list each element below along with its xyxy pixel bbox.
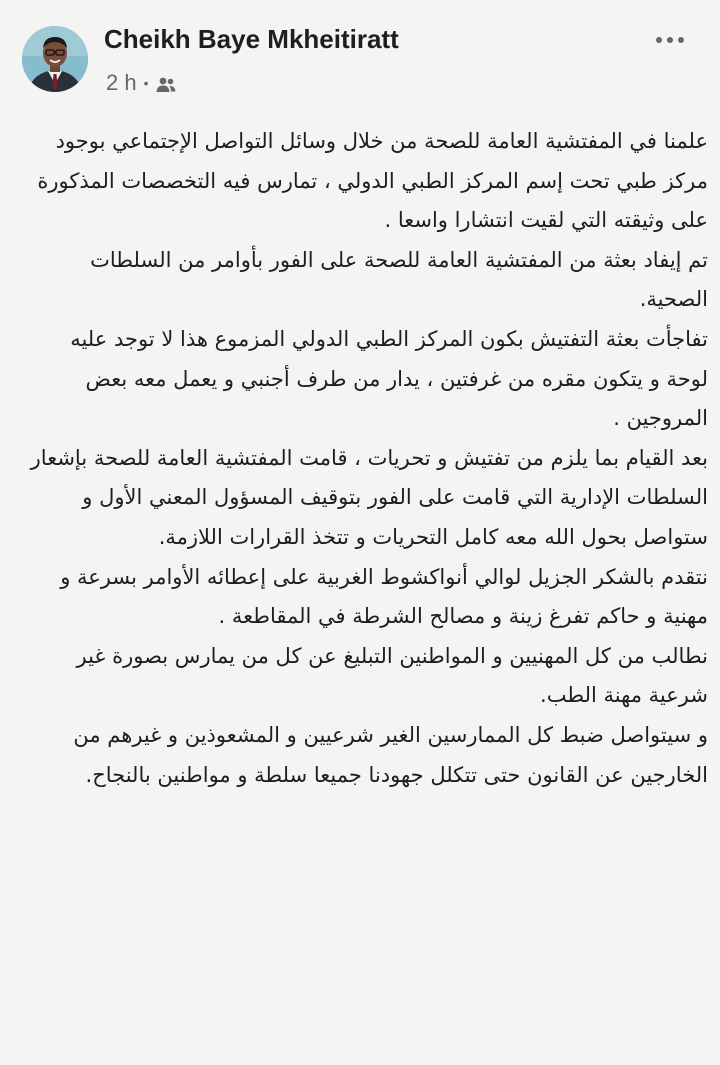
friends-icon[interactable] xyxy=(155,74,177,92)
post-paragraph: تم إيفاد بعثة من المفتشية العامة للصحة على الفور بأوامر من السلطات الصحية. xyxy=(90,247,708,312)
post-paragraph: بعد القيام بما يلزم من تفتيش و تحريات ، قامت المفتشية العامة للصحة بإشعار السلطات الإدارية التي قامت على الفور بتوقيف المسؤول المعني الأول و ستواصل بحول الله معه كامل التحريات و تتخذ القرارات اللازمة. xyxy=(30,445,708,549)
meta-separator: • xyxy=(143,75,149,91)
post-header xyxy=(22,22,698,102)
post-timestamp[interactable]: 2 h xyxy=(106,70,137,95)
post-paragraph: نطالب من كل المهنيين و المواطنين التبليغ عن كل من يمارس بصورة غير شرعية مهنة الطب. xyxy=(76,643,708,708)
post-paragraph: تفاجأت بعثة التفتيش بكون المركز الطبي الدولي المزموع هذا لا توجد عليه لوحة و يتكون مقره من غرفتين ، يدار من طرف أجنبي و يعمل معه بعض المروجين . xyxy=(70,326,708,431)
post-paragraph: نتقدم بالشكر الجزيل لوالي أنواكشوط الغربية على إعطائه الأوامر بسرعة و مهنية و حاكم تفرغ زينة و مصالح الشرطة في المقاطعة . xyxy=(60,564,708,629)
author-avatar[interactable] xyxy=(22,26,88,92)
more-dot xyxy=(678,37,684,43)
post-body xyxy=(30,122,708,795)
more-dot xyxy=(667,37,673,43)
post-paragraph: و سيتواصل ضبط كل الممارسين الغير شرعيين و المشعوذين و غيرهم من الخارجين عن القانون حتى تتكلل جهودنا جميعا سلطة و مواطنين بالنجاح. xyxy=(73,722,708,787)
avatar-portrait-icon xyxy=(22,26,88,92)
more-options-icon[interactable] xyxy=(650,26,690,54)
post-paragraph: علمنا في المفتشية العامة للصحة من خلال وسائل التواصل الإجتماعي بوجود مركز طبي تحت إسم المركز الطبي الدولي ، تمارس فيه التخصصات المذكورة على وثيقته التي لقيت انتشارا واسعا . xyxy=(37,129,708,233)
author-name[interactable]: Cheikh Baye Mkheitiratt xyxy=(104,24,399,54)
more-dot xyxy=(656,37,662,43)
post-meta xyxy=(106,70,177,96)
